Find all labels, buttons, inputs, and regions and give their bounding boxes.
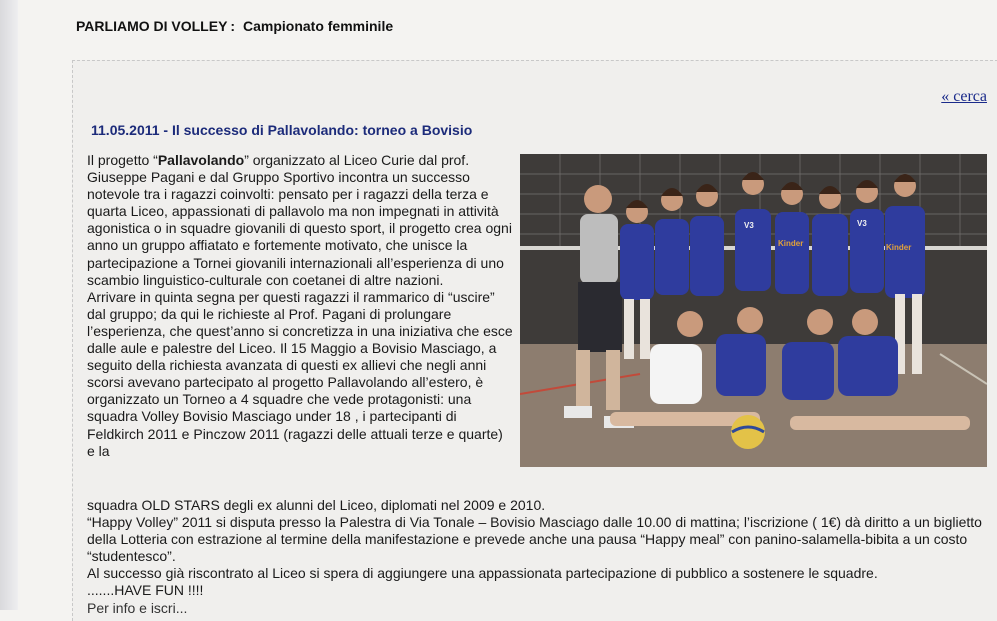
page-header	[76, 18, 393, 34]
team-photo	[520, 154, 987, 467]
article-paragraph-5: .......HAVE FUN !!!!	[87, 582, 204, 599]
jersey-text-3: V3	[857, 219, 867, 228]
header-separator: :	[230, 18, 236, 34]
article-paragraph-4: Al successo già riscontrato al Liceo si spera di aggiungere una appassionata partecipazione di pubblico a sostenere le squadre.	[87, 565, 878, 582]
section-title: PARLIAMO DI VOLLEY	[76, 18, 228, 34]
article-paragraph-2-cont: squadra OLD STARS degli ex alunni del Liceo, diplomati nel 2009 e 2010.	[87, 497, 546, 513]
jersey-text-4: Kinder	[886, 243, 912, 252]
project-name: Pallavolando	[157, 152, 245, 168]
intro-text: ” organizzato al Liceo Curie dal prof. Giuseppe Pagani e dal Gruppo Sportivo incontra un successo notevole tra i ragazzi coinvolti: pensato per i ragazzi della terza e quarta Liceo, appassionati di pallavolo ma non impegnati in attività agonistica o in squadre giovanili di questo sport, il progetto crea ogni anno un gruppo affiatato e fortemente motivato, che unisce la partecipazione a Tornei giovanili internazionali all’esperienza di uno scambio linguistico-culturale con coetanei di altre nazioni.	[87, 152, 512, 288]
team-photo-illustration	[520, 154, 987, 467]
article-body-left	[87, 152, 513, 460]
subsection-title: Campionato femminile	[242, 18, 394, 34]
jersey-text-1: V3	[744, 221, 754, 230]
scan-edge-shadow	[0, 0, 18, 610]
article-paragraph-3: “Happy Volley” 2011 si disputa presso la Palestra di Via Tonale – Bovisio Masciago dalle 10.00 di mattina; l’iscrizione ( 1€) dà diritto a un biglietto della Lotteria con estrazione al termine della manifestazione e prevede anche una pausa “Happy meal” con panino-salamella-bibita a un costo “studentesco”.	[87, 514, 982, 565]
article-paragraph-6: Per info e iscri...	[87, 599, 188, 616]
article-paragraph-2: Arrivare in quinta segna per questi ragazzi il rammarico di “uscire” dal gruppo; da qui le richieste al Prof. Pagani di prolungare l’esperienza, che quest’anno si concretizza in una iniziativa che esce dalle aule e palestre del Liceo. Il 15 Maggio a Bovisio Masciago, a seguito della richiesta avanzata di questi ex allievi che negli anni scorsi avevano partecipato al progetto Pallavolando all’estero, è organizzato un Torneo a 4 squadre che vede protagonisti: una squadra Volley Bovisio Masciago under 18 , i partecipanti di Feldkirch 2011 e Pinczow 2011 (ragazzi delle attuali terze e quarte) e la	[87, 288, 513, 459]
article-title: 11.05.2011 - Il successo di Pallavolando: torneo a Bovisio	[91, 122, 473, 138]
search-back-link[interactable]: « cerca	[941, 88, 987, 105]
article-body-wide	[87, 497, 992, 617]
article-paragraph-intro	[87, 152, 513, 289]
jersey-text-2: Kinder	[778, 239, 804, 248]
intro-prefix: Il progetto “	[87, 152, 158, 168]
